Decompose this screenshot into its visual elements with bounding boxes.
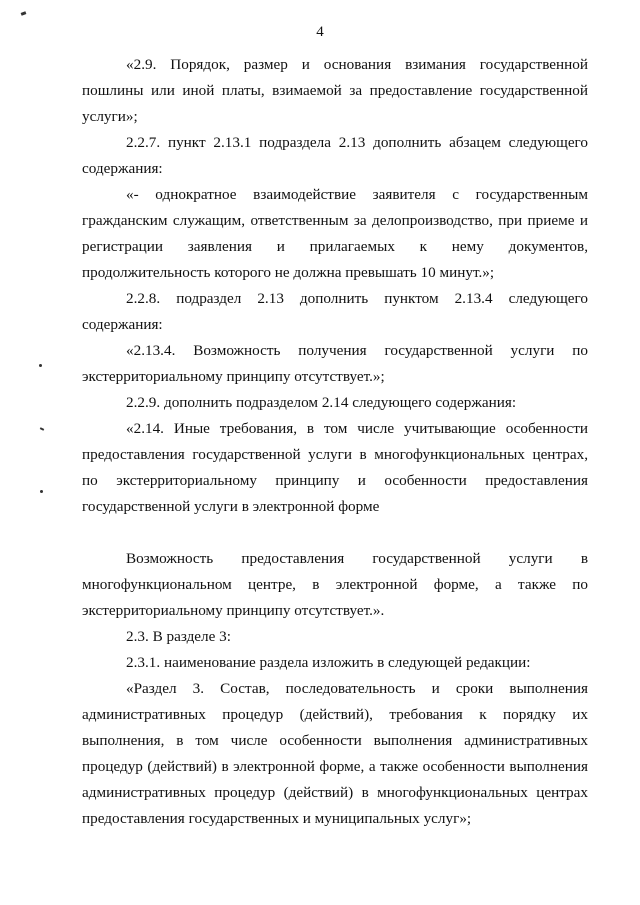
paragraph-2-13-4: «2.13.4. Возможность получения государственной услуги по экстерриториальному принципу отсутствует.»; xyxy=(82,342,588,385)
paragraph-2-9-heading: «2.9. Порядок, размер и основания взимания государственной пошлины или иной платы, взимаемой за предоставление государственной услуги»; xyxy=(82,56,588,125)
scan-speck xyxy=(40,490,43,493)
paragraph-2-3-1: 2.3.1. наименование раздела изложить в следующей редакции: xyxy=(126,654,531,671)
document-body xyxy=(82,52,588,832)
paragraph-one-time-interaction: «- однократное взаимодействие заявителя с государственным гражданским служащим, ответственным за делопроизводство, при приеме и регистрации заявления и прилагаемых к нему документов, продолжительность которого не должна превышать 10 минут.»; xyxy=(82,186,588,281)
paragraph-2-14: «2.14. Иные требования, в том числе учитывающие особенности предоставления государственной услуги в многофункциональных центрах, по экстерриториальному принципу и особенности предоставления государственной услуги в электронной форме xyxy=(82,420,588,515)
scan-speck xyxy=(21,11,27,16)
paragraph-2-2-8: 2.2.8. подраздел 2.13 дополнить пунктом 2.13.4 следующего содержания: xyxy=(82,290,588,333)
paragraph-2-2-7: 2.2.7. пункт 2.13.1 подраздела 2.13 дополнить абзацем следующего содержания: xyxy=(82,134,588,177)
paragraph-possibility: Возможность предоставления государственной услуги в многофункциональном центре, в электронной форме, а также по экстерриториальному принципу отсутствует.». xyxy=(82,550,588,619)
scan-speck xyxy=(40,427,44,431)
paragraph-2-2-9: 2.2.9. дополнить подразделом 2.14 следующего содержания: xyxy=(126,394,517,411)
scan-speck xyxy=(39,364,42,367)
paragraph-section-3-title: «Раздел 3. Состав, последовательность и сроки выполнения административных процедур (действий), требования к порядку их выполнения, в том числе особенности выполнения административных процедур (действий) в электронной форме, а также особенности выполнения административных процедур (действий) в многофункциональных центрах предоставления государственных и муниципальных услуг»; xyxy=(82,680,588,827)
blank-line xyxy=(82,520,588,546)
page-number: 4 xyxy=(316,24,324,40)
paragraph-2-3: 2.3. В разделе 3: xyxy=(126,628,231,645)
